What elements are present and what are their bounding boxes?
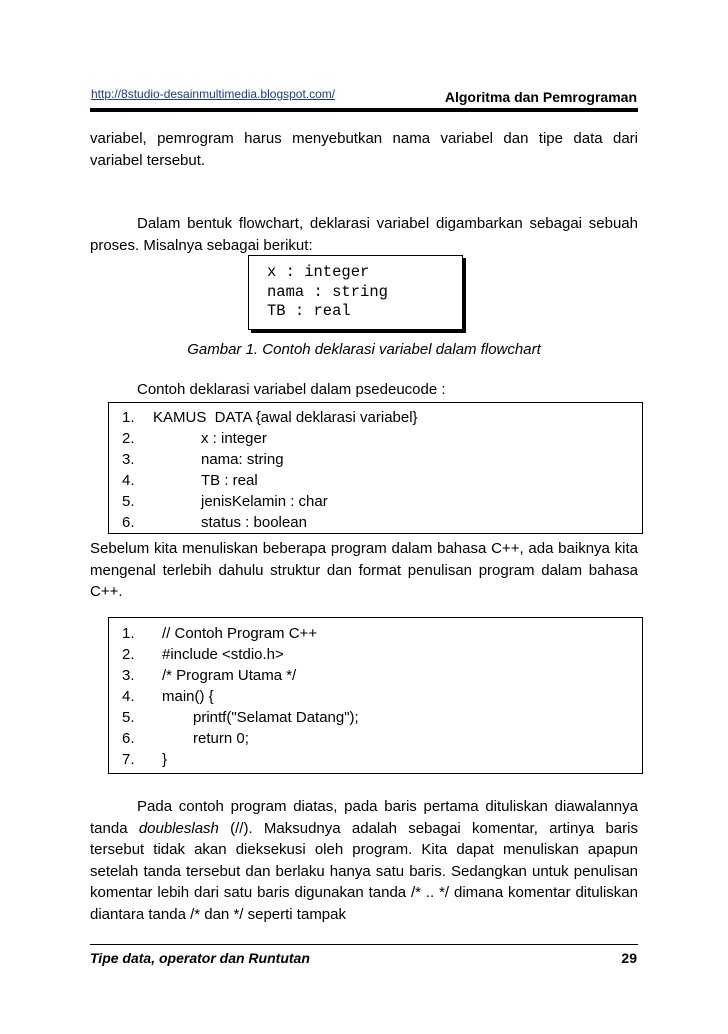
pseudocode-line: TB : real: [201, 472, 258, 489]
code-line: main() {: [162, 688, 214, 705]
page-number: 29: [621, 950, 637, 966]
doubleslash-term: doubleslash: [138, 819, 219, 837]
pseudocode-box: [108, 402, 643, 534]
flowchart-line: TB : real: [267, 302, 351, 320]
code-line: #include <stdio.h>: [162, 646, 284, 663]
code-box: [108, 617, 643, 774]
line-number: 3.: [122, 451, 135, 468]
paragraph-1: variabel, pemrogram harus menyebutkan nama variabel dan tipe data dari variabel tersebut.: [90, 130, 638, 169]
header-rule: [90, 108, 638, 112]
pseudocode-intro: Contoh deklarasi variabel dalam psedeucode :: [137, 381, 446, 398]
paragraph-4-part-a: Pada contoh program diatas, pada baris pertama dituliskan diawalannya tanda: [90, 798, 638, 837]
pseudocode-line: KAMUS DATA {awal deklarasi variabel}: [153, 409, 418, 426]
footer-rule: [90, 944, 638, 945]
flowchart-line: nama : string: [267, 282, 388, 301]
line-number: 3.: [122, 667, 135, 684]
line-number: 6.: [122, 730, 135, 747]
pseudocode-line: x : integer: [201, 430, 267, 447]
line-number: 1.: [122, 409, 135, 426]
figure-caption: Gambar 1. Contoh deklarasi variabel dalam flowchart: [187, 341, 541, 358]
code-line: }: [162, 751, 168, 768]
code-line: // Contoh Program C++: [162, 625, 318, 642]
flowchart-declaration-box: [248, 255, 463, 330]
line-number: 6.: [122, 514, 135, 531]
code-line: return 0;: [193, 730, 249, 747]
line-number: 5.: [122, 709, 135, 726]
blog-url-link[interactable]: http://8studio-desainmultimedia.blogspot.com/: [91, 87, 336, 101]
footer-chapter-title: Tipe data, operator dan Runtutan: [90, 950, 310, 966]
pseudocode-line: jenisKelamin : char: [201, 493, 328, 510]
code-line: /* Program Utama */: [162, 667, 297, 684]
line-number: 2.: [122, 430, 135, 447]
paragraph-4: [90, 796, 638, 925]
pseudocode-line: status : boolean: [201, 514, 307, 531]
line-number: 7.: [122, 751, 135, 768]
code-line: printf("Selamat Datang");: [193, 709, 359, 726]
flowchart-line: x : integer: [267, 263, 370, 281]
line-number: 1.: [122, 625, 135, 642]
paragraph-2: Dalam bentuk flowchart, deklarasi variabel digambarkan sebagai sebuah proses. Misalnya sebagai berikut:: [90, 215, 638, 254]
header-title: Algoritma dan Pemrograman: [444, 89, 637, 105]
line-number: 4.: [122, 472, 135, 489]
line-number: 4.: [122, 688, 135, 705]
pseudocode-line: nama: string: [201, 451, 284, 468]
line-number: 2.: [122, 646, 135, 663]
paragraph-4-part-b: (//). Maksudnya adalah sebagai komentar, artinya baris tersebut tidak akan dieksekusi oleh program. Kita dapat menuliskan apapun setelah tanda tersebut dan berlaku hanya satu baris. Sedangkan untuk penulisan komentar lebih dari satu baris digunakan tanda /* .. */ dimana komentar dituliskan diantara tanda /* dan */ seperti tampak: [90, 819, 638, 923]
paragraph-3: Sebelum kita menuliskan beberapa program dalam bahasa C++, ada baiknya kita mengenal terlebih dahulu struktur dan format penulisan program dalam bahasa C++.: [90, 540, 638, 600]
line-number: 5.: [122, 493, 135, 510]
